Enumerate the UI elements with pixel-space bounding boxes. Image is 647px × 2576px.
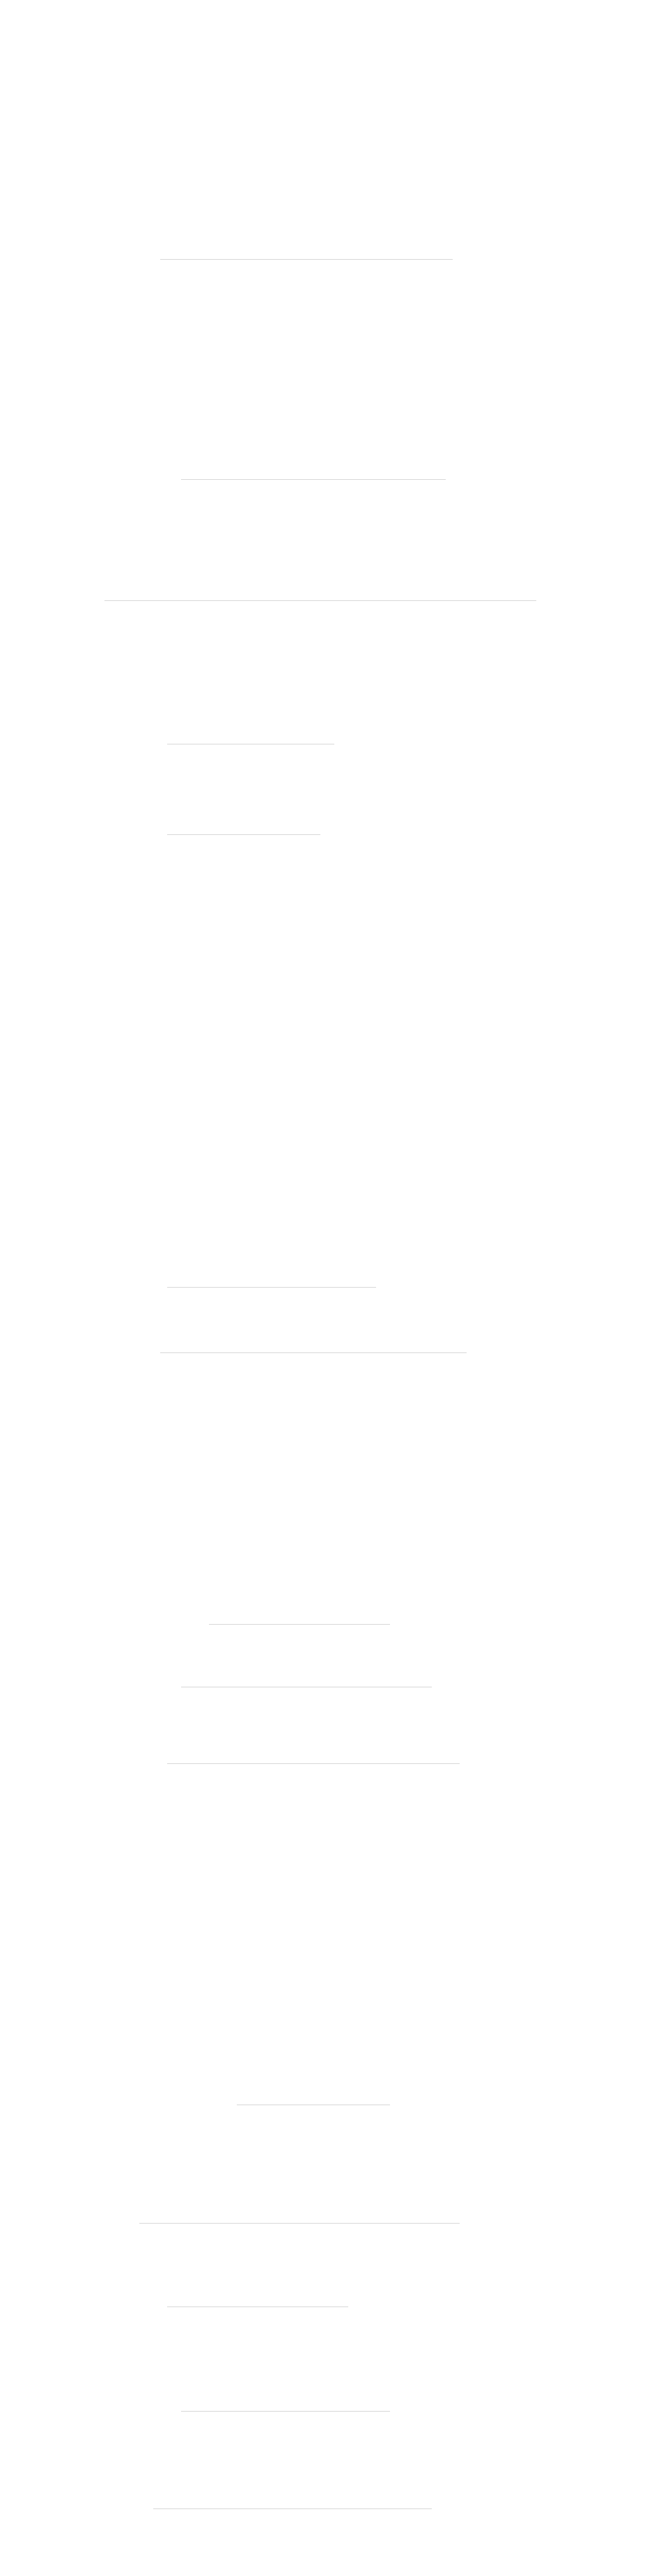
equation-block — [209, 1595, 390, 1625]
equation-block — [181, 460, 446, 480]
equation-block — [160, 230, 453, 260]
equation-block — [167, 1267, 376, 1288]
equation-block — [167, 815, 320, 835]
equation-block — [181, 2382, 390, 2412]
equation-block — [237, 2075, 390, 2105]
equation-block — [181, 1657, 432, 1687]
equation-block — [167, 2277, 348, 2307]
note-text — [49, 104, 606, 120]
equation-block — [167, 1734, 460, 1764]
page-note — [49, 104, 606, 120]
equation-block — [167, 724, 334, 744]
equation-block — [104, 571, 536, 601]
equation-block — [153, 2479, 432, 2509]
equation-block — [160, 1323, 467, 1353]
equation-block — [139, 2194, 460, 2224]
